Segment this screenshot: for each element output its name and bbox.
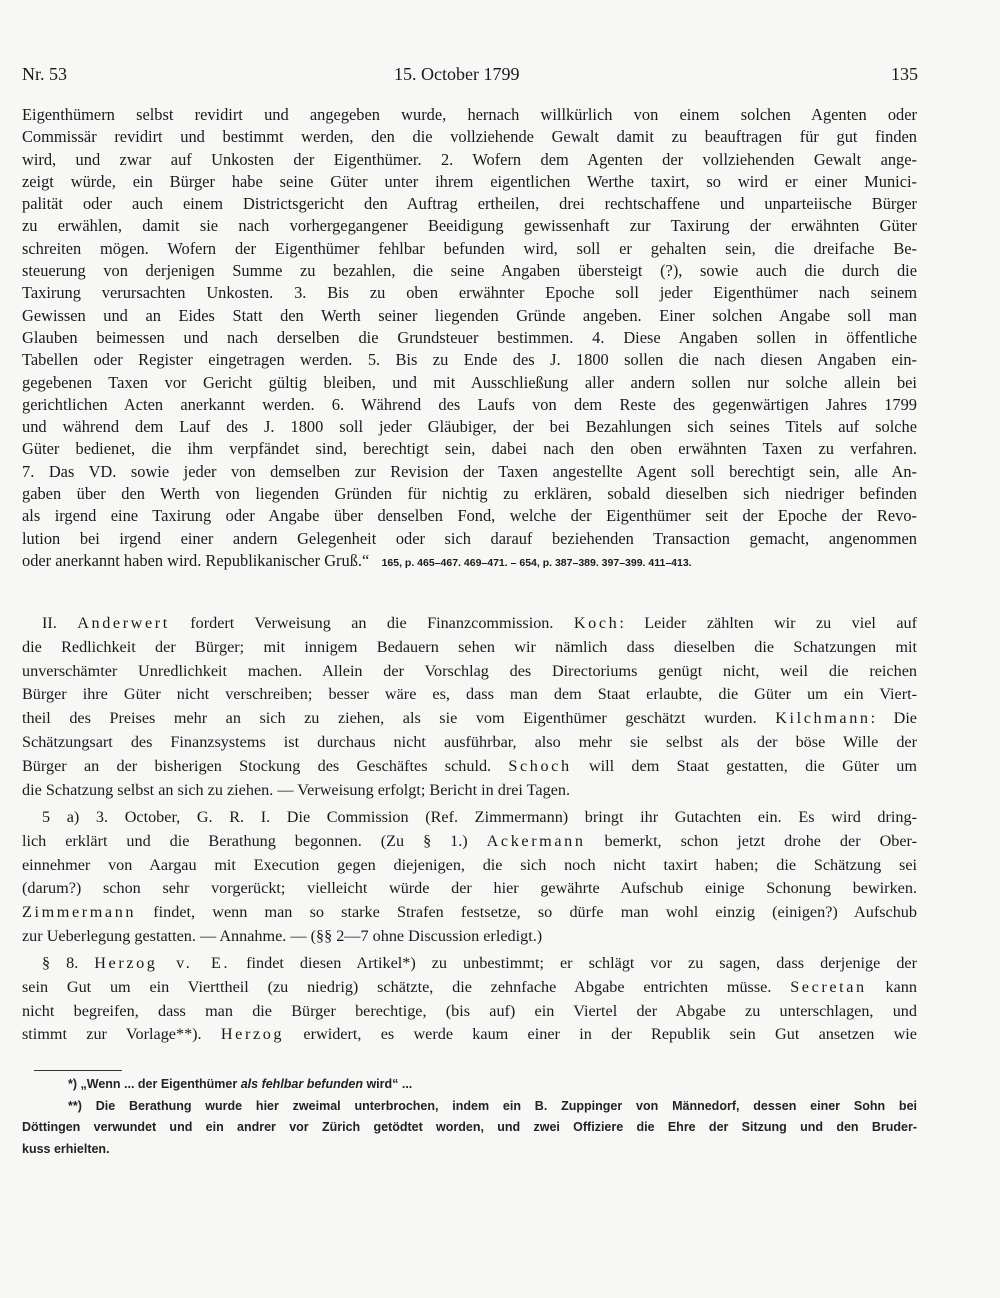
text-line bbox=[22, 1023, 917, 1047]
text-line: Commissär revidirt und bestimmt werden, den die vollziehende Gewalt damit zu beauftragen für gut finden bbox=[22, 127, 917, 147]
text-line: lution bei irgend einer andern Gelegenheit oder sich darauf beziehenden Transaction gemacht, angenommen bbox=[22, 528, 917, 548]
text-line: nicht begreifen, dass man die Bürger berechtige, (bis auf) ein Viertel der Abgabe zu unterschlagen, und bbox=[22, 1001, 917, 1020]
text-line: gerichtlichen Acten anerkannt werden. 6. Während des Laufs von dem Reste des gegenwärtigen Jahres 1799 bbox=[22, 394, 917, 414]
document-number: Nr. 53 bbox=[22, 64, 67, 84]
text-fragment: Bürger an der bisherigen Stockung des Geschäftes schuld. bbox=[22, 756, 509, 775]
text-fragment: : Leider zählten wir zu viel auf bbox=[619, 614, 917, 632]
text-line: Gewissen und an Eides Statt den Werth seiner liegenden Gründe angeben. Einer solchen Angabe soll man bbox=[22, 305, 917, 325]
text-fragment: § 8. bbox=[42, 954, 95, 972]
text-line: Taxirung verursachten Unkosten. 3. Bis zu oben erwähnter Epoche soll jeder Eigenthümer nach seinem bbox=[22, 283, 917, 303]
text-fragment: : Die bbox=[870, 709, 917, 728]
text-fragment: fordert Verweisung an die Finanzcommission. bbox=[169, 614, 574, 632]
text-line: gegebenen Taxen vor Gericht gültig bleiben, und mit Ausschließung aller andern sollen nur solche allein bei bbox=[22, 372, 917, 392]
text-line: Güter bedienet, die ihm verpfändet sind, berechtigt sein, dabei nach den oben erwähnten Taxen zu verfahren. bbox=[22, 439, 917, 459]
text-line bbox=[22, 976, 917, 1000]
text-line: Tabellen oder Register eingetragen werden. 5. Bis zu Ende des J. 1800 sollen die nach diesen Angaben ein- bbox=[22, 350, 917, 370]
text-line: als irgend eine Taxirung oder Angabe über denselben Fond, welche der Eigenthümer seit der Epoche der Revo- bbox=[22, 506, 917, 526]
text-fragment: sein Gut um ein Vierttheil (zu niedrig) schätzte, die zehnfache Abgabe entrichten müsse. bbox=[22, 977, 791, 996]
text-line bbox=[22, 952, 917, 976]
footnotes bbox=[22, 1074, 917, 1160]
speaker-name: Secretan bbox=[790, 977, 867, 996]
text-line: wird, und zwar auf Unkosten der Eigenthümer. 2. Wofern dem Agenten der vollziehenden Gewalt ange- bbox=[22, 149, 917, 169]
text-line: unverschämter Unredlichkeit machen. Allein der Vorschlag des Directoriums genügt nicht, weil die reichen bbox=[22, 661, 917, 680]
footnote-2-line: **) Die Berathung wurde hier zweimal unterbrochen, indem ein B. Zuppinger von Männedorf, dessen einer Sohn bei bbox=[68, 1098, 917, 1113]
text-line: Bürger ihre Güter nicht verschreiben; besser wäre es, dass man dem Staat erlaubte, die Güter um ein Viert- bbox=[22, 685, 917, 704]
text-line: 5 a) 3. October, G. R. I. Die Commission (Ref. Zimmermann) bringt ihr Gutachten ein. Es wird dring- bbox=[42, 808, 917, 826]
speaker-name: Anderwert bbox=[77, 614, 170, 632]
text-line bbox=[22, 830, 917, 854]
text-line: Eigenthümern selbst revidirt und angegeben wurde, hernach willkürlich von einem solchen Agenten oder bbox=[22, 105, 917, 124]
text-fragment: bemerkt, schon jetzt drohe der Ober- bbox=[585, 831, 917, 850]
text-line: 7. Das VD. sowie jeder von demselben zur Revision der Taxen angestellte Agent soll berechtigt sein, alle An- bbox=[22, 461, 917, 481]
text-line: die Redlichkeit der Bürger; mit innigem Bedauern sehen wir nämlich dass dieselben die Schatzungen mit bbox=[22, 637, 917, 656]
text-line bbox=[22, 707, 917, 731]
text-fragment: kann bbox=[866, 977, 917, 996]
text-line: zu erwählen, damit sie nach vorhergegangener Beeidigung gewissenhaft zur Taxirung der erwähnten Güter bbox=[22, 216, 917, 236]
text-fragment: findet diesen Artikel*) zu unbestimmt; er schlägt vor zu sagen, dass derjenige der bbox=[230, 954, 917, 972]
text-line: palität oder auch einem Districtsgericht den Auftrag ertheilen, drei rechtschaffene und unparteiische Bürger bbox=[22, 194, 917, 214]
section-decree-text bbox=[22, 104, 917, 572]
text-fragment: *) „Wenn ... der Eigenthümer bbox=[68, 1077, 241, 1091]
section-debate-5a bbox=[22, 806, 917, 949]
page-header bbox=[22, 64, 918, 94]
section-paragraph-8 bbox=[22, 952, 917, 1047]
text-line: zur Ueberlegung gestatten. — Annahme. — (§§ 2—7 ohne Discussion erledigt.) bbox=[22, 926, 543, 945]
footnote-2-line: Döttingen verwundet und ein andrer vor Zürich getödtet worden, und zwei Offiziere die Ehre der Sitzung und den Bruder- bbox=[22, 1120, 917, 1135]
text-line: einnehmer von Aargau mit Execution gegen diejenigen, die sich noch nicht taxirt haben; die Schätzung sei bbox=[22, 855, 917, 874]
document-date: 15. October 1799 bbox=[394, 64, 520, 84]
text-fragment: wird“ ... bbox=[362, 1077, 413, 1091]
speaker-name: Koch bbox=[573, 614, 620, 632]
text-line bbox=[22, 901, 917, 925]
text-fragment: findet, wenn man so starke Strafen festsetze, so dürfe man wohl einzig (einigen?) Aufschub bbox=[136, 903, 917, 922]
speaker-name: Zimmermann bbox=[22, 903, 137, 922]
text-line-final bbox=[22, 550, 917, 572]
page-number: 135 bbox=[891, 64, 918, 84]
section-debate-ii bbox=[22, 612, 917, 802]
text-line bbox=[22, 612, 917, 636]
text-line: zeigt würde, ein Bürger habe seine Güter unter ihrem eigentlichen Werthe taxirt, so wird er einer Munici- bbox=[22, 171, 917, 191]
speaker-name: Herzog v. E. bbox=[94, 954, 231, 972]
greeting-text: oder anerkannt haben wird. Republikanischer Gruß.“ bbox=[22, 550, 370, 570]
footnote-1 bbox=[22, 1074, 917, 1096]
speaker-name: Herzog bbox=[220, 1025, 285, 1044]
text-line: und während dem Lauf des J. 1800 soll jeder Gläubiger, der bei Bezahlungen sich seines Titels auf solche bbox=[22, 417, 917, 437]
text-fragment: stimmt zur Vorlage**). bbox=[22, 1025, 221, 1044]
text-line: die Schatzung selbst an sich zu ziehen. — Verweisung erfolgt; Bericht in drei Tagen. bbox=[22, 780, 571, 799]
text-line bbox=[22, 755, 917, 779]
text-line: Schätzungsart des Finanzsystems ist durchaus nicht ausführbar, also mehr sie selbst als der böse Wille der bbox=[22, 732, 917, 751]
text-fragment: II. bbox=[42, 614, 78, 632]
text-line: Glauben beimessen und nach derselben die Grundsteuer bestimmen. 4. Diese Angaben sollen in öffentliche bbox=[22, 327, 917, 347]
speaker-name: Ackermann bbox=[486, 831, 586, 850]
text-line: steuerung von derjenigen Summe zu bezahlen, die seine Angaben übersteigt (?), sowie auch die durch die bbox=[22, 261, 917, 281]
speaker-name: Kilchmann bbox=[775, 709, 871, 728]
text-line: gaben über den Werth von liegenden Gründen für nichtig zu erklären, sobald dieselben sich niedriger befinden bbox=[22, 484, 917, 504]
text-line: schreiten mögen. Wofern der Eigenthümer fehlbar befunden wird, soll er gehalten sein, die dreifache Be- bbox=[22, 238, 917, 258]
text-fragment: erwidert, es werde kaum einer in der Republik sein Gut ansetzen wie bbox=[284, 1025, 917, 1044]
text-fragment: lich erklärt und die Berathung begonnen. (Zu § 1.) bbox=[22, 831, 487, 850]
text-fragment: will dem Staat gestatten, die Güter um bbox=[571, 756, 917, 775]
text-line: (darum?) schon sehr vorgerückt; vielleicht würde der hier gewährte Aufschub einige Schonung bewirken. bbox=[22, 879, 917, 898]
source-reference: 165, p. 465–467. 469–471. – 654, p. 387–389. 397–399. 411–413. bbox=[381, 556, 692, 569]
footnote-divider bbox=[34, 1070, 122, 1071]
text-fragment: theil des Preises mehr an sich zu ziehen, als sie vom Eigenthümer geschätzt wurden. bbox=[22, 709, 776, 728]
footnote-2-line: kuss erhielten. bbox=[22, 1141, 110, 1156]
emphasis-text: als fehlbar befunden bbox=[240, 1077, 363, 1091]
speaker-name: Schoch bbox=[508, 756, 572, 775]
